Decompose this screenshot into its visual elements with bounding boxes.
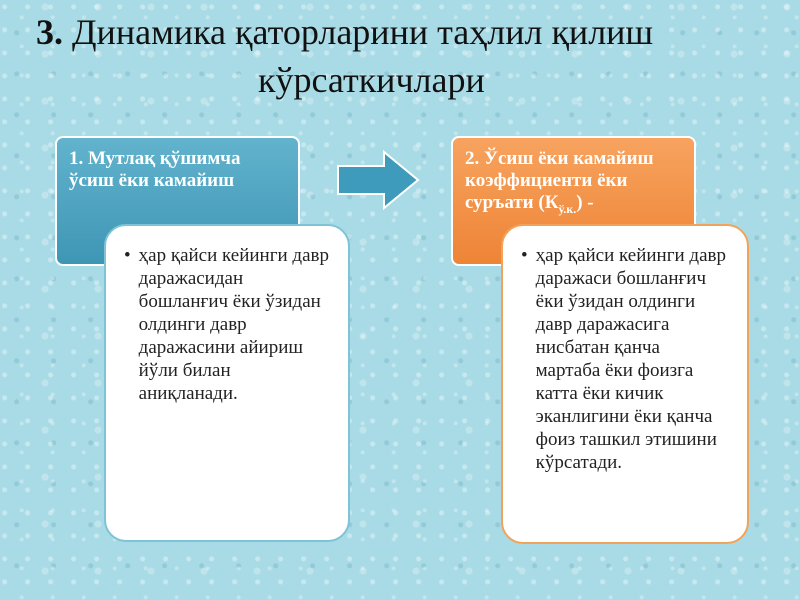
bullet-icon: • (124, 245, 131, 266)
right-body-box (501, 224, 749, 544)
title-text-1: Динамика қаторларини таҳлил қилиш (72, 12, 654, 52)
title-line-1 (36, 8, 653, 56)
right-bullet-item (521, 244, 729, 474)
right-header-text: 2. Ўсиш ёки камайиш коэффициенти ёки суръати (465, 148, 654, 213)
title-line-2: кўрсаткичлари (258, 60, 485, 100)
bullet-icon: • (521, 245, 528, 266)
left-header-text: 1. Мутлақ қўшимча ўсиш ёки камайиш (69, 148, 241, 191)
right-header-subscript: ў.к. (558, 201, 577, 216)
right-header-symbol: (К (538, 192, 559, 213)
title-number: 3. (36, 12, 63, 52)
right-header-tail: ) - (576, 192, 594, 213)
left-body-text: ҳар қайси кейинги давр даражасидан бошланғич ёки ўзидан олдинги давр даражасини айириш йўли билан аниқланади. (138, 245, 329, 404)
right-body-text: ҳар қайси кейинги давр даражаси бошланғич ёки ўзидан олдинги давр даражасига нисбатан қанча мартаба ёки фоизга катта ёки кичик эканлигини ёки қанча фоиз ташкил этишини кўрсатади. (535, 245, 726, 473)
arrow-right-icon (336, 150, 420, 210)
left-body-box (104, 224, 350, 542)
left-bullet-item (124, 244, 330, 405)
